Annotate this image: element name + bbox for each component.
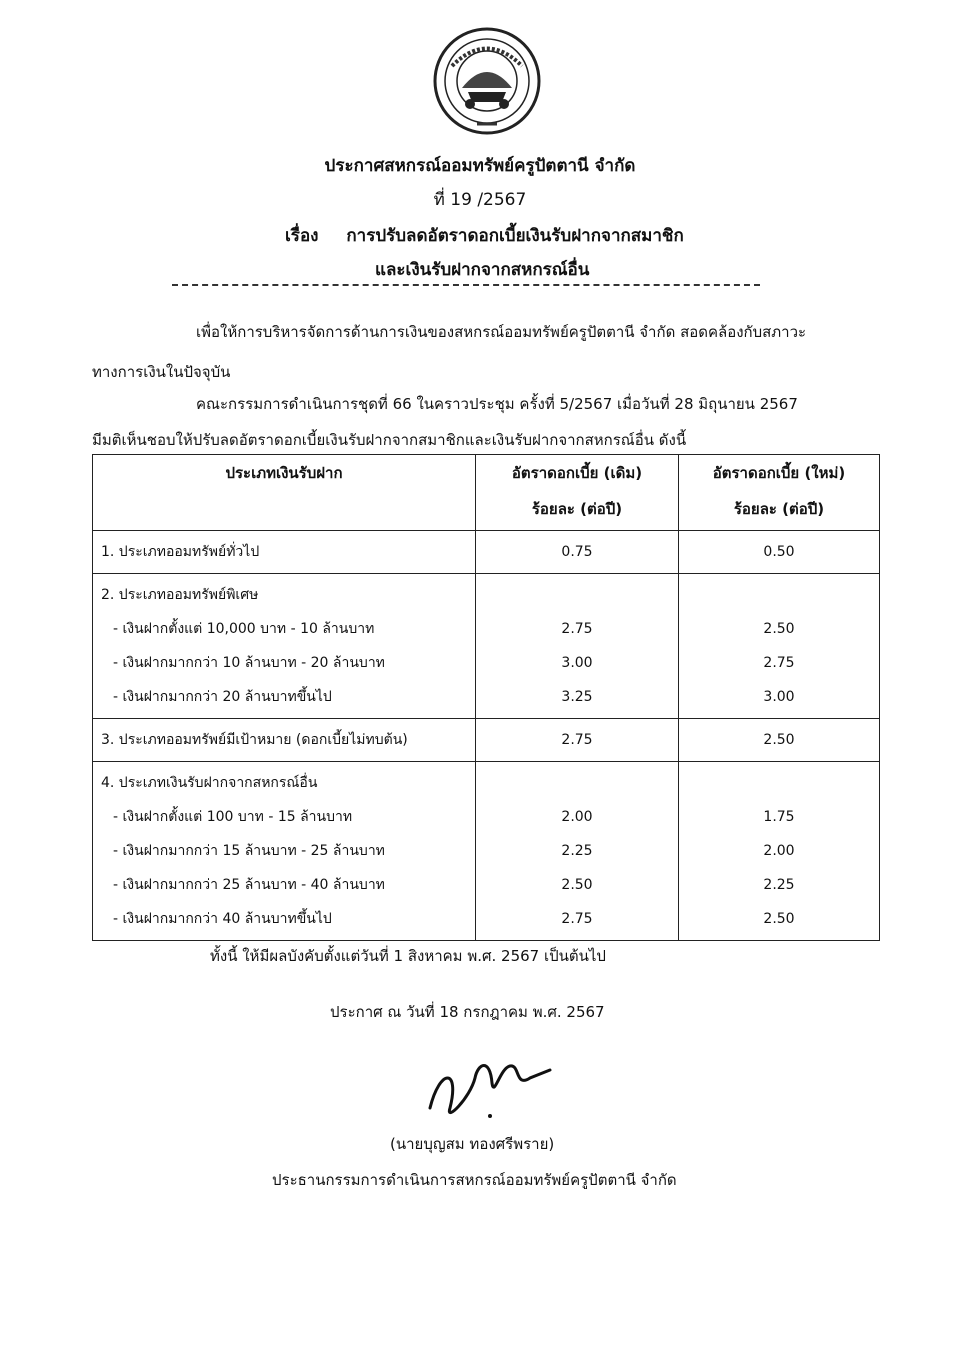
table-header-row — [93, 455, 880, 531]
row-label: - เงินฝากมากกว่า 10 ล้านบาท - 20 ล้านบาท — [113, 655, 385, 671]
row-label: - เงินฝากตั้งแต่ 100 บาท - 15 ล้านบาท — [113, 809, 353, 825]
paragraph-1-line-1: เพื่อให้การบริหารจัดการด้านการเงินของสหกรณ์ออมทรัพย์ครูปัตตานี จำกัด สอดคล้องกับสภาวะ — [196, 323, 807, 341]
table-row — [93, 719, 880, 762]
announcement-number: ที่ 19 /2567 — [433, 190, 527, 210]
row-label: 4. ประเภทเงินรับฝากจากสหกรณ์อื่น — [101, 775, 318, 791]
header-new-rate-unit: ร้อยละ (ต่อปี) — [733, 500, 825, 518]
new-rate-cell — [679, 719, 880, 762]
rate-value: 2.50 — [763, 732, 795, 748]
effective-date-text: ทั้งนี้ ให้มีผลบังคับตั้งแต่วันที่ 1 สิงหาคม พ.ศ. 2567 เป็นต้นไป — [210, 947, 606, 965]
table-row — [93, 531, 880, 574]
new-rate-cell — [679, 531, 880, 574]
new-rate-cell — [679, 574, 880, 719]
header-old-rate — [476, 455, 679, 531]
rate-value: 2.00 — [763, 843, 795, 859]
interest-rate-table — [92, 454, 880, 941]
new-rate-cell — [679, 762, 880, 941]
subject-line — [285, 222, 684, 249]
old-rate-cell — [476, 762, 679, 941]
subject-text-line2: และเงินรับฝากจากสหกรณ์อื่น — [375, 260, 590, 280]
cooperative-seal-logo — [432, 26, 542, 136]
deposit-type-cell — [93, 531, 476, 574]
rate-value: 3.25 — [561, 689, 593, 705]
rate-value: 2.75 — [561, 911, 593, 927]
old-rate-cell — [476, 719, 679, 762]
announcement-title: ประกาศสหกรณ์ออมทรัพย์ครูปัตตานี จำกัด — [324, 156, 636, 176]
rate-value: 2.75 — [561, 621, 593, 637]
rate-value: 3.00 — [561, 655, 593, 671]
deposit-type-cell — [93, 574, 476, 719]
deposit-type-cell — [93, 762, 476, 941]
row-label: - เงินฝากมากกว่า 15 ล้านบาท - 25 ล้านบาท — [113, 843, 385, 859]
header-old-rate-unit: ร้อยละ (ต่อปี) — [531, 500, 623, 518]
rate-value: 2.75 — [561, 732, 593, 748]
rate-value: 2.50 — [561, 877, 593, 893]
rate-value: 2.00 — [561, 809, 593, 825]
rate-value — [687, 578, 871, 612]
old-rate-cell — [476, 574, 679, 719]
rate-value: 0.50 — [763, 544, 795, 560]
rate-value: 0.75 — [561, 544, 593, 560]
header-new-rate-label: อัตราดอกเบี้ย (ใหม่) — [712, 464, 846, 482]
old-rate-cell — [476, 531, 679, 574]
rate-value: 2.75 — [763, 655, 795, 671]
deposit-type-cell — [93, 719, 476, 762]
table-body — [93, 531, 880, 941]
rate-value: 1.75 — [763, 809, 795, 825]
row-label: - เงินฝากมากกว่า 20 ล้านบาทขึ้นไป — [113, 689, 332, 705]
rate-value: 2.50 — [763, 911, 795, 927]
signer-name: (นายบุญสม ทองศรีพราย) — [390, 1135, 555, 1153]
table-row — [93, 762, 880, 941]
row-label: - เงินฝากมากกว่า 40 ล้านบาทขึ้นไป — [113, 911, 332, 927]
paragraph-2-line-2: มีมติเห็นชอบให้ปรับลดอัตราดอกเบี้ยเงินรับฝากจากสมาชิกและเงินรับฝากจากสหกรณ์อื่น ดังนี้ — [92, 431, 687, 449]
row-label: - เงินฝากมากกว่า 25 ล้านบาท - 40 ล้านบาท — [113, 877, 385, 893]
signer-position: ประธานกรรมการดำเนินการสหกรณ์ออมทรัพย์ครูปัตตานี จำกัด — [272, 1171, 677, 1189]
rate-value — [484, 766, 670, 800]
paragraph-1-line-2: ทางการเงินในปัจจุบัน — [92, 363, 231, 381]
announcement-date-text: ประกาศ ณ วันที่ 18 กรกฎาคม พ.ศ. 2567 — [330, 1003, 605, 1021]
rate-value — [484, 578, 670, 612]
row-label: - เงินฝากตั้งแต่ 10,000 บาท - 10 ล้านบาท — [113, 621, 375, 637]
row-label: 2. ประเภทออมทรัพย์พิเศษ — [101, 587, 259, 603]
header-new-rate — [679, 455, 880, 531]
dashed-divider — [172, 284, 760, 286]
rate-value: 2.50 — [763, 621, 795, 637]
paragraph-2-line-1: คณะกรรมการดำเนินการชุดที่ 66 ในคราวประชุม ครั้งที่ 5/2567 เมื่อวันที่ 28 มิถุนายน 2567 — [196, 395, 798, 413]
header-deposit-type: ประเภทเงินรับฝาก — [93, 455, 476, 531]
row-label: 3. ประเภทออมทรัพย์มีเป้าหมาย (ดอกเบี้ยไม่ทบต้น) — [101, 732, 408, 748]
rate-value — [687, 766, 871, 800]
subject-text: การปรับลดอัตราดอกเบี้ยเงินรับฝากจากสมาชิก — [346, 226, 684, 246]
signature-mark — [420, 1048, 560, 1128]
row-label: 1. ประเภทออมทรัพย์ทั่วไป — [101, 544, 260, 560]
header-old-rate-label: อัตราดอกเบี้ย (เดิม) — [511, 464, 643, 482]
rate-value: 3.00 — [763, 689, 795, 705]
rate-value: 2.25 — [561, 843, 593, 859]
subject-label: เรื่อง — [285, 226, 319, 246]
rate-value: 2.25 — [763, 877, 795, 893]
table-row — [93, 574, 880, 719]
